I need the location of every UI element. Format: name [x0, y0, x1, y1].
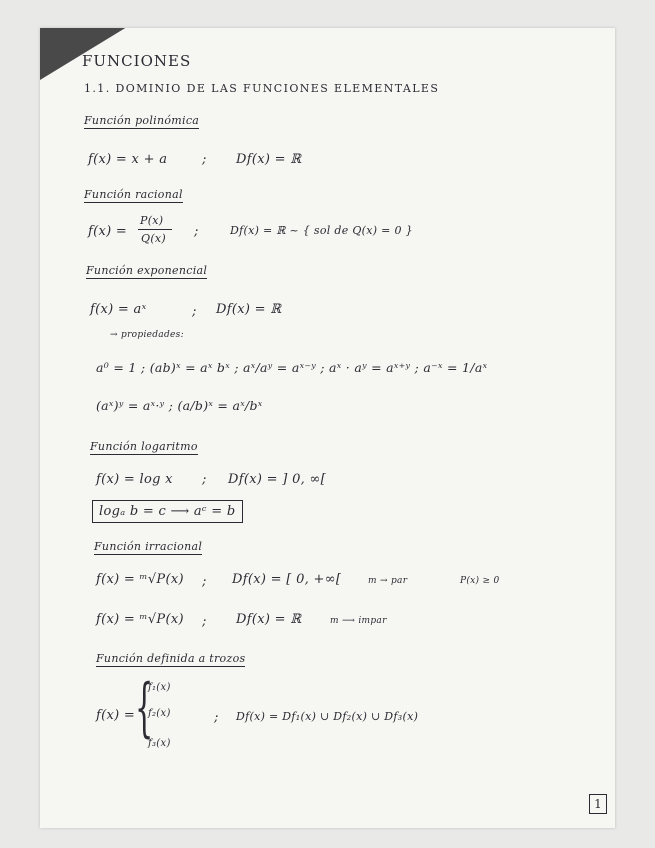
formula-exponencial: f(x) = aˣ	[90, 302, 147, 317]
page-title: FUNCIONES	[82, 52, 192, 70]
heading-exponencial: Función exponencial	[86, 264, 208, 277]
formula-irracional-impar: f(x) = ᵐ√P(x)	[96, 612, 184, 627]
condition-par: m → par	[368, 576, 408, 586]
page-number: 1	[589, 794, 607, 814]
condition-positive: P(x) ≥ 0	[460, 576, 500, 586]
separator: ;	[202, 574, 207, 589]
heading-polinomica: Función polinómica	[84, 114, 200, 127]
separator: ;	[194, 224, 199, 239]
denominator: Q(x)	[141, 232, 167, 245]
piece-1: f₁(x)	[148, 682, 171, 693]
lhs-trozos: f(x) =	[96, 708, 136, 723]
separator: ;	[214, 710, 219, 725]
separator: ;	[192, 304, 197, 319]
domain-irracional-par: Df(x) = [ 0, +∞[	[232, 572, 342, 587]
heading-logaritmo: Función logaritmo	[90, 440, 198, 453]
section-subtitle: 1.1. DOMINIO DE LAS FUNCIONES ELEMENTALES	[84, 82, 440, 95]
domain-irracional-impar: Df(x) = ℝ	[236, 612, 302, 627]
notebook-page	[40, 28, 615, 828]
separator: ;	[202, 152, 207, 167]
formula-irracional-par: f(x) = ᵐ√P(x)	[96, 572, 184, 587]
formula-polinomica: f(x) = x + a	[88, 152, 168, 167]
formula-logaritmo: f(x) = log x	[96, 472, 173, 487]
domain-exponencial: Df(x) = ℝ	[216, 302, 282, 317]
numerator: P(x)	[140, 214, 164, 227]
piece-3: f₃(x)	[148, 738, 171, 749]
log-definition-box: logₐ b = c ⟶ aᶜ = b	[92, 500, 243, 523]
domain-polinomica: Df(x) = ℝ	[236, 152, 302, 167]
piece-2: f₂(x)	[148, 708, 171, 719]
properties-label: → propiedades:	[110, 330, 184, 340]
lhs-racional: f(x) =	[88, 224, 128, 239]
domain-logaritmo: Df(x) = ] 0, ∞[	[228, 472, 327, 487]
properties-line-2: (aˣ)ʸ = aˣ·ʸ ; (a/b)ˣ = aˣ/bˣ	[96, 398, 263, 413]
heading-irracional: Función irracional	[94, 540, 203, 553]
brace: {	[135, 671, 154, 745]
domain-racional: Df(x) = ℝ ~ { sol de Q(x) = 0 }	[230, 224, 413, 237]
domain-trozos: Df(x) = Df₁(x) ∪ Df₂(x) ∪ Df₃(x)	[236, 710, 419, 723]
condition-impar: m ⟶ impar	[330, 616, 387, 626]
heading-racional: Función racional	[84, 188, 183, 201]
properties-line-1: a⁰ = 1 ; (ab)ˣ = aˣ bˣ ; aˣ/aʸ = aˣ⁻ʸ ; aˣ · aʸ = aˣ⁺ʸ ; a⁻ˣ = 1/aˣ	[96, 360, 488, 375]
separator: ;	[202, 614, 207, 629]
fraction-bar	[138, 229, 172, 230]
separator: ;	[202, 472, 207, 487]
heading-trozos: Función definida a trozos	[96, 652, 246, 665]
